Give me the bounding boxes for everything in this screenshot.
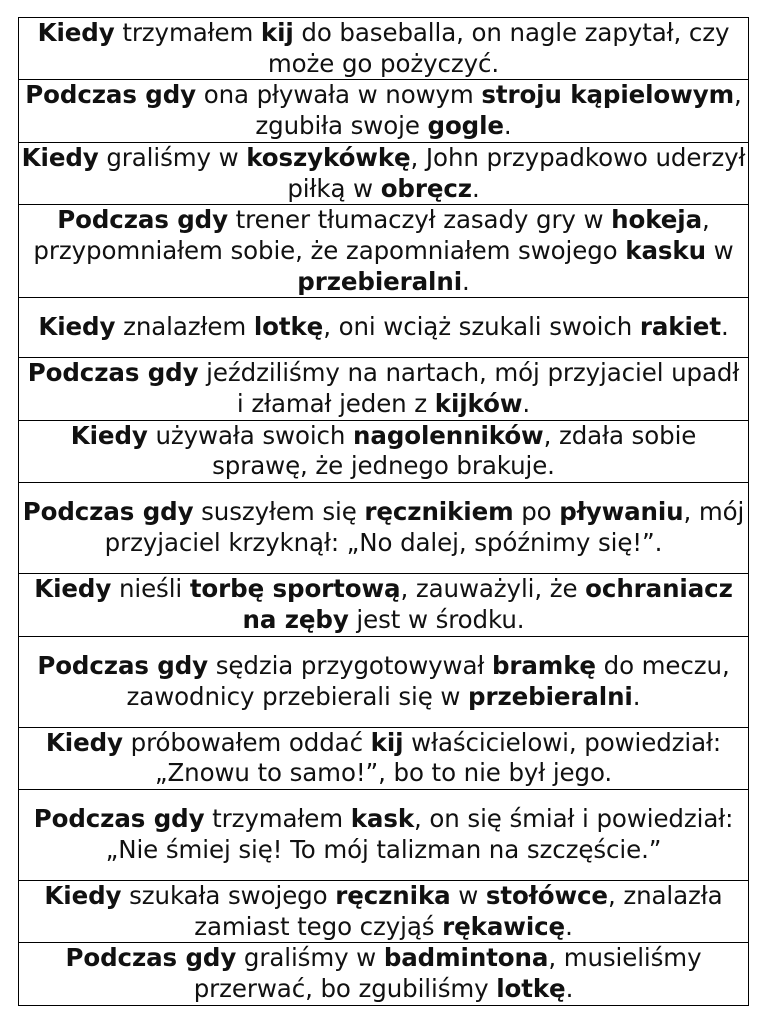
sentence-cell	[19, 943, 749, 1005]
sentence-text: właścicielowi, powiedział: „Znowu to samo!”, bo to nie był jego.	[154, 727, 722, 788]
sentence-text: znalazłem	[115, 312, 254, 342]
sentence-text: do meczu, zawodnicy przebierali się w	[126, 650, 730, 711]
sentence-text: , znalazła zamiast tego czyjąś	[194, 880, 723, 941]
keyword-text: nagolenników	[353, 420, 544, 450]
sentence-text: , zauważyli, że	[400, 574, 586, 604]
sentence-text: trzymałem	[204, 804, 351, 834]
sentence-text: .	[632, 681, 641, 711]
keyword-text: Podczas gdy	[57, 205, 228, 235]
sentence-row	[19, 18, 749, 80]
keyword-text: kij	[370, 727, 404, 757]
sentence-text: , John przypadkowo uderzył piłką w	[287, 142, 746, 203]
sentence-text: , zdała sobie sprawę, że jednego brakuje.	[212, 420, 697, 481]
sentence-text: do baseballa, on nagle zapytał, czy może go pożyczyć.	[267, 18, 730, 78]
sentence-text: , oni wciąż szukali swoich	[323, 312, 640, 342]
keyword-text: kij	[260, 18, 294, 47]
sentence-text: w	[450, 880, 486, 910]
keyword-text: ręcznikiem	[364, 497, 514, 527]
sentence-row	[19, 80, 749, 142]
sentence-text: , zgubiła swoje	[255, 80, 742, 141]
sentence-cell	[19, 80, 749, 142]
sentence-row	[19, 789, 749, 880]
sentence-row	[19, 205, 749, 298]
sentence-card-table	[18, 17, 749, 1006]
keyword-text: kask	[350, 804, 415, 834]
sentence-row	[19, 142, 749, 204]
keyword-text: gogle	[427, 111, 504, 141]
keyword-text: lotkę	[496, 974, 566, 1004]
sentence-row	[19, 298, 749, 358]
sentence-text: sędzia przygotowywał	[208, 650, 492, 680]
keyword-text: Podczas gdy	[27, 358, 199, 388]
sentence-cell	[19, 727, 749, 789]
sentence-text: graliśmy w	[98, 142, 247, 172]
keyword-text: badmintona	[383, 943, 549, 973]
sentence-cell	[19, 420, 749, 482]
sentence-cell	[19, 880, 749, 942]
sentence-row	[19, 574, 749, 636]
sentence-text: szukała swojego	[121, 880, 336, 910]
keyword-text: Podczas gdy	[33, 804, 205, 834]
keyword-text: Podczas gdy	[25, 80, 196, 110]
sentence-cell	[19, 142, 749, 204]
keyword-text: przebieralni	[297, 266, 462, 296]
sentence-text: trener tłumaczył zasady gry w	[227, 205, 612, 235]
sentence-cell	[19, 574, 749, 636]
keyword-text: rękawicę	[442, 911, 566, 941]
keyword-text: Kiedy	[34, 574, 112, 604]
keyword-text: Kiedy	[45, 727, 123, 757]
sentence-text: jest w środku.	[348, 604, 525, 634]
keyword-text: rakiet	[639, 312, 721, 342]
sentence-text: .	[565, 974, 574, 1004]
sentence-text: .	[565, 911, 573, 941]
keyword-text: ręcznika	[335, 880, 451, 910]
sentence-cell	[19, 18, 749, 80]
sentence-row	[19, 880, 749, 942]
sentence-text: , musieliśmy przerwać, bo zgubiliśmy	[193, 943, 702, 1004]
keyword-text: Podczas gdy	[22, 497, 194, 527]
keyword-text: obręcz	[380, 173, 472, 203]
sentence-text: nieśli	[111, 574, 190, 604]
sentence-text: .	[503, 111, 512, 141]
sentence-text: .	[462, 266, 470, 296]
keyword-text: hokeja	[611, 205, 702, 235]
keyword-text: Kiedy	[44, 880, 122, 910]
keyword-text: Kiedy	[37, 18, 115, 47]
keyword-text: torbę sportową	[189, 574, 401, 604]
keyword-text: Podczas gdy	[65, 943, 237, 973]
sentence-cell	[19, 636, 749, 727]
sentence-text: .	[522, 389, 531, 419]
sentence-text: .	[471, 173, 480, 203]
keyword-text: stołówce	[485, 880, 608, 910]
keyword-text: stroju kąpielowym	[481, 80, 734, 110]
sentence-text: próbowałem oddać	[122, 727, 371, 757]
keyword-text: przebieralni	[468, 681, 633, 711]
keyword-text: Podczas gdy	[37, 650, 209, 680]
sentence-row	[19, 358, 749, 420]
keyword-text: pływaniu	[559, 497, 684, 527]
sentence-cell	[19, 298, 749, 358]
sentence-text: , mój przyjaciel krzyknął: „No dalej, spóźnimy się!”.	[104, 497, 745, 558]
sentence-row	[19, 943, 749, 1005]
keyword-text: Kiedy	[21, 142, 99, 172]
sentence-cell	[19, 205, 749, 298]
sentence-text: , on się śmiał i powiedział: „Nie śmiej się! To mój talizman na szczęście.”	[105, 804, 734, 864]
sentence-cell	[19, 789, 749, 880]
keyword-text: Kiedy	[38, 312, 116, 342]
keyword-text: kijków	[434, 389, 523, 419]
sentence-card-list	[19, 18, 749, 1006]
sentence-text: suszyłem się	[193, 497, 365, 527]
sentence-text: po	[513, 497, 560, 527]
sentence-text: ona pływała w nowym	[196, 80, 482, 110]
sentence-row	[19, 727, 749, 789]
sentence-cell	[19, 358, 749, 420]
sentence-row	[19, 420, 749, 482]
sentence-row	[19, 483, 749, 574]
keyword-text: bramkę	[491, 650, 596, 680]
sentence-text: .	[720, 312, 729, 342]
sentence-text: graliśmy w	[236, 943, 384, 973]
sentence-text: jeździliśmy na nartach, mój przyjaciel upadł i złamał jeden z	[198, 358, 740, 419]
sentence-cell	[19, 483, 749, 574]
sentence-text: w	[705, 235, 734, 265]
sentence-row	[19, 636, 749, 727]
keyword-text: Kiedy	[70, 420, 148, 450]
sentence-text: trzymałem	[114, 18, 261, 47]
sentence-text: używała swoich	[147, 420, 354, 450]
keyword-text: koszykówkę	[246, 142, 411, 172]
sentence-text: , przypomniałem sobie, że zapomniałem swojego	[33, 205, 710, 265]
keyword-text: lotkę	[253, 312, 324, 342]
keyword-text: kasku	[625, 235, 706, 265]
keyword-text: ochraniacz na zęby	[242, 574, 733, 634]
